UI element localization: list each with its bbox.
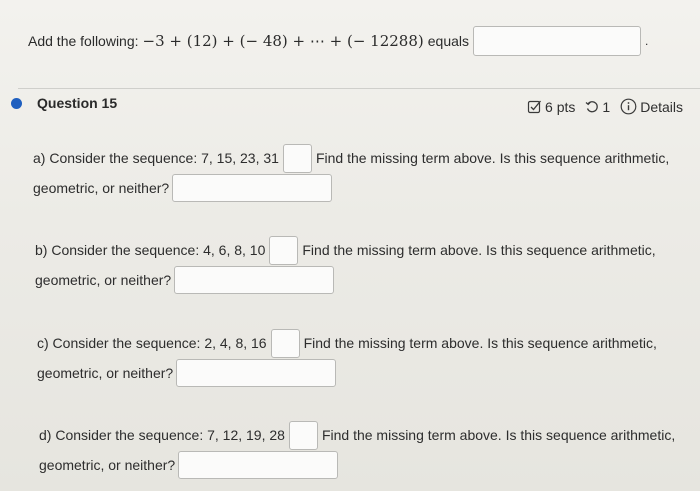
- question-meta: [527, 98, 686, 115]
- part-b-type-prompt: geometric, or neither?: [35, 272, 172, 288]
- top-question-trailing: .: [645, 34, 649, 48]
- part-c-type-input[interactable]: [176, 359, 336, 387]
- part-c: [37, 328, 657, 388]
- top-question-suffix: equals: [427, 33, 470, 49]
- part-a-type-prompt: geometric, or neither?: [33, 180, 170, 196]
- part-a: [33, 143, 669, 203]
- part-d-find-text: Find the missing term above. Is this sequence arithmetic,: [321, 427, 676, 443]
- top-question-prefix: Add the following:: [28, 33, 139, 49]
- attempts-count: 1: [602, 98, 611, 115]
- part-b-term-input[interactable]: [269, 236, 298, 265]
- info-circle-icon[interactable]: [620, 98, 637, 115]
- checkbox-edit-icon: [527, 99, 542, 114]
- part-c-type-prompt: geometric, or neither?: [37, 365, 174, 381]
- top-answer-input[interactable]: [473, 26, 641, 56]
- points-label: 6 pts: [545, 98, 576, 115]
- retry-icon[interactable]: [585, 100, 599, 114]
- part-a-type-input[interactable]: [172, 174, 332, 202]
- part-d-term-input[interactable]: [289, 421, 318, 450]
- top-question-expression: −3 + (12) + (− 48) + ⋯ + (− 12288): [142, 32, 424, 50]
- part-c-term-input[interactable]: [271, 329, 300, 358]
- part-b-type-input[interactable]: [174, 266, 334, 294]
- part-c-find-text: Find the missing term above. Is this sequence arithmetic,: [303, 335, 657, 351]
- part-d-sequence: d) Consider the sequence: 7, 12, 19, 28: [39, 427, 285, 443]
- question-bullet: [11, 98, 22, 109]
- part-b-find-text: Find the missing term above. Is this sequence arithmetic,: [302, 242, 656, 258]
- part-b-sequence: b) Consider the sequence: 4, 6, 8, 10: [35, 242, 266, 258]
- top-question: [28, 25, 648, 57]
- part-d: [39, 420, 675, 480]
- part-d-type-prompt: geometric, or neither?: [39, 457, 176, 473]
- part-a-term-input[interactable]: [283, 144, 312, 173]
- details-link[interactable]: Details: [640, 98, 683, 115]
- part-b: [35, 235, 656, 295]
- question-header: [0, 89, 700, 119]
- part-a-sequence: a) Consider the sequence: 7, 15, 23, 31: [33, 150, 279, 166]
- part-a-find-text: Find the missing term above. Is this sequence arithmetic,: [315, 150, 670, 166]
- part-d-type-input[interactable]: [178, 451, 338, 479]
- part-c-sequence: c) Consider the sequence: 2, 4, 8, 16: [37, 335, 267, 351]
- question-title: Question 15: [37, 95, 118, 111]
